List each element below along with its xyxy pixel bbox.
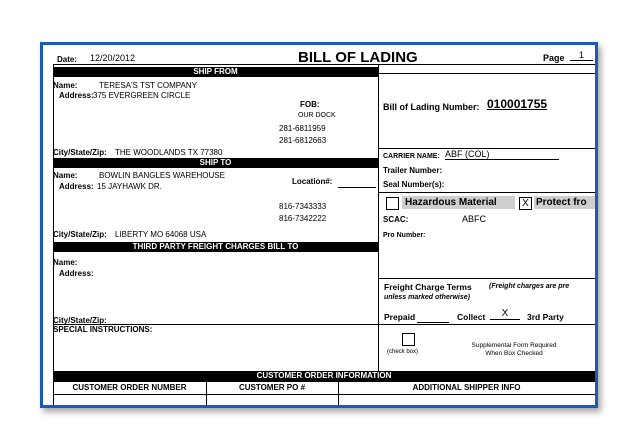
ship-from-address: 375 EVERGREEN CIRCLE [93, 91, 191, 100]
bol-number: 010001755 [487, 97, 548, 111]
scac-label: SCAC: [383, 215, 409, 224]
hazardous-material-label: Hazardous Material [405, 197, 497, 208]
ship-to-phone-2: 816-7342222 [279, 214, 327, 223]
third-party-name-label: Name: [53, 258, 78, 267]
column-customer-order-number: CUSTOMER ORDER NUMBER [72, 383, 187, 392]
collect-mark[interactable]: X [490, 309, 520, 320]
customer-order-header-bottom [53, 394, 595, 395]
prepaid-mark-line[interactable] [417, 322, 449, 323]
scac-value: ABFC [462, 214, 487, 224]
ship-from-csz-label: City/State/Zip: [53, 148, 107, 157]
supplemental-divider [378, 324, 595, 325]
third-party-terms-label: 3rd Party [527, 312, 564, 322]
fob-value: OUR DOCK [298, 112, 336, 119]
customer-order-heading: CUSTOMER ORDER INFORMATION [53, 371, 595, 381]
freight-terms-note-b: unless marked otherwise) [384, 294, 470, 301]
document-title: BILL OF LADING [298, 49, 418, 66]
location-label: Location#: [292, 177, 333, 186]
column-customer-po: CUSTOMER PO # [238, 383, 306, 392]
customer-order-header-top [53, 381, 595, 382]
ship-from-heading: SHIP FROM [53, 67, 378, 77]
ship-to-phone-1: 816-7343333 [279, 202, 327, 211]
date-value: 12/20/2012 [90, 53, 136, 63]
location-field-line [338, 187, 376, 188]
special-instructions-label: SPECIAL INSTRUCTIONS: [53, 325, 153, 334]
column-divider [378, 64, 379, 373]
header-divider [53, 64, 595, 65]
ship-to-name: BOWLIN BANGLES WAREHOUSE [99, 171, 225, 180]
ship-to-name-label: Name: [53, 171, 78, 180]
check-box-label: (check box) [387, 349, 419, 355]
carrier-name-label: CARRIER NAME: [383, 153, 440, 160]
date-label: Date: [57, 55, 78, 64]
supplemental-checkbox[interactable] [402, 333, 415, 346]
ship-from-name: TERESA'S TST COMPANY [99, 81, 197, 90]
hazmat-divider [378, 192, 595, 193]
column-additional-shipper-info: ADDITIONAL SHIPPER INFO [412, 383, 521, 392]
freight-terms-note-a: (Freight charges are pre [489, 283, 570, 290]
freight-terms-label: Freight Charge Terms [384, 282, 472, 292]
ship-to-csz: LIBERTY MO 64068 USA [115, 230, 207, 239]
third-party-heading: THIRD PARTY FREIGHT CHARGES BILL TO [53, 242, 378, 252]
trailer-number-label: Trailer Number: [383, 166, 443, 175]
ship-from-csz: THE WOODLANDS TX 77380 [115, 148, 223, 157]
freight-terms-divider [378, 278, 595, 279]
bol-number-label: Bill of Lading Number: [383, 102, 480, 112]
ship-to-address-label: Address: [59, 182, 94, 191]
third-party-address-label: Address: [59, 269, 94, 278]
right-top-divider [378, 73, 595, 74]
ship-from-name-label: Name: [53, 81, 78, 90]
page-label: Page [543, 53, 565, 63]
bill-of-lading-form [40, 42, 598, 408]
carrier-name: ABF (COL) [445, 149, 559, 160]
ship-from-phone-2: 281-6812663 [279, 136, 327, 145]
ship-from-address-label: Address: [59, 91, 94, 100]
ship-to-heading: SHIP TO [53, 158, 378, 168]
ship-to-csz-label: City/State/Zip: [53, 230, 107, 239]
ship-to-address: 15 JAYHAWK DR. [97, 182, 162, 191]
protect-label: Protect fro [536, 197, 587, 208]
pro-number-label: Pro Number: [383, 232, 426, 239]
protect-checkbox[interactable]: X [519, 197, 532, 210]
seal-numbers-label: Seal Number(s): [383, 180, 445, 189]
page-number: 1 [570, 50, 593, 61]
hazardous-material-checkbox[interactable] [386, 197, 399, 210]
collect-label: Collect [457, 312, 486, 322]
fob-label: FOB: [300, 100, 320, 109]
prepaid-label: Prepaid [384, 312, 416, 322]
supplemental-line-1: Supplemental Form Required [471, 342, 557, 349]
third-party-csz-label: City/State/Zip: [53, 316, 107, 325]
supplemental-line-2: When Box Checked [485, 350, 543, 357]
ship-from-phone-1: 281-6811959 [279, 124, 326, 133]
